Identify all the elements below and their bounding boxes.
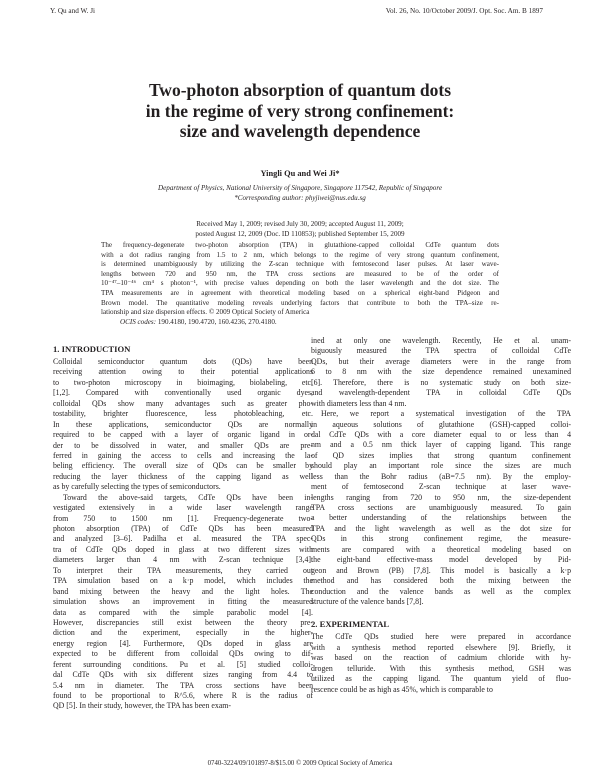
text-line: of QD sizes implies that strong quantum confinement xyxy=(311,450,571,460)
text-line: to two-photon microscopy in bioimaging, biolabeling, etc. xyxy=(53,377,313,387)
affiliation-line: Department of Physics, National University of Singapore, Singapore 117542, Republic of Singapore xyxy=(158,184,442,192)
text-line: a better understanding of the relationships between the xyxy=(311,513,571,523)
text-line: expected to be different from colloidal QDs owing to dif- xyxy=(53,649,313,659)
ocis-codes xyxy=(120,318,277,326)
text-line: nm and a 0.5 nm thick layer of capping ligand. This range xyxy=(311,440,571,450)
text-line: 6 to 8 nm with the size dependence remained unexamined xyxy=(311,367,571,377)
text-line: was based on the reaction of cadmium chloride with hy- xyxy=(311,653,571,663)
text-line: geon and Brown (PB) [7,8]. This model is basically a k·p xyxy=(311,565,571,575)
publication-dates xyxy=(0,220,600,239)
abstract-line: TPA measurements are in agreement with theoretical modeling based on a spherical eight-band Pidgeon and xyxy=(101,288,499,297)
text-line: beling efficiency. The overall size of QDs can be smaller by xyxy=(53,461,313,471)
section-heading-experimental: 2. EXPERIMENTAL xyxy=(311,619,390,630)
ocis-values: 190.4180, 190.4720, 160.4236, 270.4180. xyxy=(157,318,277,326)
copyright-footer: 0740-3224/09/101897-8/$15.00 © 2009 Optical Society of America xyxy=(207,760,393,767)
text-line: QDs, but their average diameters were in the range from xyxy=(311,356,571,366)
abstract-line: lationship and size dispersion effects. © 2009 Optical Society of America xyxy=(101,308,310,317)
abstract-line: is determined unambiguously by utilizing the Z-scan technique with femtosecond laser pulses. At laser wave- xyxy=(101,260,499,269)
title-line: Two-photon absorption of quantum dots xyxy=(148,80,452,100)
text-line: rescence could be as high as 45%, which is comparable to xyxy=(311,684,493,694)
text-line: simulation shows an improvement in fitting the measured xyxy=(53,597,313,607)
text-line: drogen telluride. With this synthesis method, GSH was xyxy=(311,663,571,673)
title-line: in the regime of very strong confinement: xyxy=(145,100,455,121)
text-line: [1,2]. Compared with conventionally used organic dyes, xyxy=(53,388,313,398)
text-line: To interpret their TPA measurements, they carried out xyxy=(53,565,313,575)
text-line: 5.4 nm in diameter. The TPA cross sections have been xyxy=(53,680,313,690)
text-line: energy region [4]. Furthermore, QDs doped in glass are xyxy=(53,638,313,648)
text-line: diction and the experiment, especially in the higher- xyxy=(53,628,313,638)
running-header-journal: Vol. 26, No. 10/October 2009/J. Opt. Soc. Am. B 1897 xyxy=(385,7,543,15)
text-line: required to be capped with a layer of organic ligand in or- xyxy=(53,430,313,440)
text-line: In these applications, semiconductor QDs are normally xyxy=(53,419,313,429)
experimental-body xyxy=(311,632,571,695)
text-line: However, discrepancies still exist between the theory pre- xyxy=(53,617,313,627)
introduction-body xyxy=(53,357,313,712)
text-line: ferred in gaining the access to cells and increasing the la- xyxy=(53,450,313,460)
text-line: TPA simulation based on a k·p model, which includes the xyxy=(53,576,313,586)
abstract-line: Brown model. The quantitative modeling reveals underlying factors that contribute to both the TPA–size re- xyxy=(101,298,499,307)
text-line: with diameters less than 4 nm. xyxy=(311,398,407,408)
affiliation xyxy=(0,184,600,203)
text-line: reducing the layer thickness of the capping ligand as well xyxy=(53,471,313,481)
abstract-line: with a dot radius ranging from 1.5 to 2 nm, which belongs to the regime of very strong quantum confinement, xyxy=(101,250,499,259)
left-column xyxy=(53,343,313,712)
text-line: tra of CdTe QDs doped in glass at two different sizes with xyxy=(53,544,313,554)
text-line: dal CdTe QDs with a core diameter equal to or less than 4 xyxy=(311,429,571,439)
text-line: method and has considered both the mixing between the xyxy=(311,576,571,586)
text-line: dal CdTe QDs with six different sizes ranging from 4.4 to xyxy=(53,670,313,680)
running-header-authors: Y. Qu and W. Ji xyxy=(50,7,95,15)
text-line: ments are compared with a theoretical modeling based on xyxy=(311,544,571,554)
text-line: utilized as the capping ligand. The quantum yield of fluo- xyxy=(311,674,571,684)
text-line: less than the Bohr radius (aB=7.5 nm). By the employ- xyxy=(311,471,571,481)
text-line: with a synthesis method reported elsewhere [9]. Briefly, it xyxy=(311,642,571,652)
section-heading-introduction: 1. INTRODUCTION xyxy=(53,344,131,354)
text-line: the eight-band effective-mass model developed by Pid- xyxy=(311,555,571,565)
dates-line: posted August 12, 2009 (Doc. ID 110853); published September 15, 2009 xyxy=(195,229,405,238)
text-line: The CdTe QDs studied here were prepared in accordance xyxy=(311,632,571,642)
text-line: ferent surrounding conditions. Pu et al. [5] studied colloi- xyxy=(53,659,313,669)
text-line: lengths ranging from 720 to 950 nm, the size-dependent xyxy=(311,492,571,502)
dates-line: Received May 1, 2009; revised July 30, 2009; accepted August 11, 2009; xyxy=(196,220,404,228)
text-line: data as compared with the simple parabolic model [4]. xyxy=(53,607,313,617)
abstract-line: 10⁻⁴⁷–10⁻⁴⁶ cm⁴ s photon⁻¹, with precise values depending on both the laser wavelength and the dot size. The xyxy=(101,279,499,288)
abstract-line: lengths between 720 and 950 nm, the TPA cross sections are measured to be of the order of xyxy=(101,269,499,278)
text-line: and analyzed [3–6]. Padilha et al. measured the TPA spec- xyxy=(53,534,313,544)
text-line: Here, we report a systematical investigation of the TPA xyxy=(321,409,571,419)
author-list: Yingli Qu and Wei Ji* xyxy=(260,169,340,178)
article-title xyxy=(60,80,540,142)
title-line: size and wavelength dependence xyxy=(179,121,421,141)
text-line: der to be dissolved in water, and smaller QDs are pre- xyxy=(53,440,313,450)
introduction-continued xyxy=(311,336,571,607)
text-line: band mixing between the heavy and the light holes. The xyxy=(53,586,313,596)
text-line: should play an important role since the sizes are much xyxy=(311,461,571,471)
text-line: TPA cross sections are unambiguously measured. To gain xyxy=(311,503,571,512)
text-line: TPA and the light wavelength as well as the dot size for xyxy=(311,523,571,533)
text-line: as by carefully selecting the types of semiconductors. xyxy=(53,482,221,492)
text-line: colloidal QDs show many advantages such as greater pho- xyxy=(53,398,313,408)
text-line: ined at only one wavelength. Recently, He et al. unam- xyxy=(311,336,571,345)
ocis-label: OCIS codes: xyxy=(120,318,157,326)
text-line: from 750 to 1500 nm [1]. Frequency-degenerate two- xyxy=(53,513,313,523)
corresponding-author: *Corresponding author: phyjiwei@nus.edu.sg xyxy=(234,193,366,202)
text-line: and wavelength-dependent TPA in colloidal CdTe QDs xyxy=(311,388,571,398)
text-line: structure of the valence bands [7,8]. xyxy=(311,596,424,606)
text-line: ment of femtosecond Z-scan technique at laser wave- xyxy=(311,482,571,492)
text-line: diameters larger than 4 nm with Z-scan technique [3,4]. xyxy=(53,555,313,565)
text-line: tostability, brighter fluorescence, less photobleaching, etc. xyxy=(53,409,313,419)
text-line: QDs in this strong confinement regime, the measure- xyxy=(311,534,571,544)
text-line: biguously measured the TPA spectra of colloidal CdTe xyxy=(311,346,571,356)
abstract-line: The frequency-degenerate two-photon absorption (TPA) in glutathione-capped colloidal CdTe quantum dots xyxy=(101,241,499,249)
text-line: vestigated extensively in a wide laser wavelength range xyxy=(53,503,313,513)
text-line: receiving attention owing to their potential applications xyxy=(53,367,313,377)
text-line: Colloidal semiconductor quantum dots (QDs) have been xyxy=(53,357,313,366)
text-line: in aqueous solutions of glutathione (GSH)-capped colloi- xyxy=(311,419,571,429)
text-line: Toward the above-said targets, CdTe QDs have been in- xyxy=(63,492,313,502)
text-line: QD [5]. In their study, however, the TPA has been exam- xyxy=(53,701,232,711)
text-line: found to be proportional to R^5.6, where R is the radius of xyxy=(53,691,313,700)
right-column xyxy=(311,336,571,695)
text-line: photon absorption (TPA) of CdTe QDs has been measured xyxy=(53,524,313,533)
abstract xyxy=(101,241,499,318)
text-line: [6]. Therefore, there is no systematic study on both size- xyxy=(311,377,571,387)
text-line: conduction and the valence bands as well as the complex xyxy=(311,586,571,596)
